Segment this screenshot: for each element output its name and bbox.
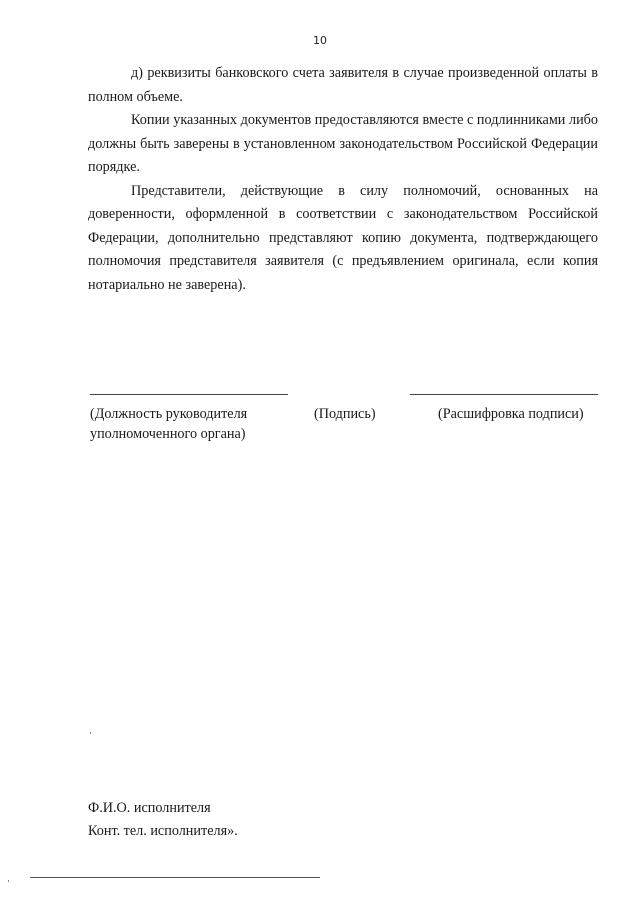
- position-signature-line: [90, 394, 288, 395]
- executor-phone-label: Конт. тел. исполнителя».: [88, 823, 238, 839]
- executor-name-label: Ф.И.О. исполнителя: [88, 800, 211, 816]
- document-body: [88, 62, 598, 297]
- executor-block: [88, 797, 238, 843]
- paragraph-document-copies: Копии указанных документов предоставляются вместе с подлинниками либо должны быть заверены в установленном законодательством Российской Федерации порядке.: [88, 112, 598, 175]
- signature-caption: (Подпись): [314, 406, 376, 422]
- scan-speck: [90, 732, 91, 734]
- paragraph-bank-details: д) реквизиты банковского счета заявителя в случае произведенной оплаты в полном объеме.: [88, 65, 598, 105]
- scan-speck: [8, 880, 9, 882]
- transcript-caption: (Расшифровка подписи): [438, 406, 584, 422]
- position-caption: (Должность руководителя уполномоченного органа): [90, 406, 248, 442]
- page-number: 10: [313, 34, 327, 47]
- signature-lines: [88, 394, 598, 396]
- paragraph-representatives: Представители, действующие в силу полномочий, основанных на доверенности, оформленной в соответствии с законодательством Российской Федерации, дополнительно представляют копию документа, подтверждающего полномочия представителя заявителя (с предъявлением оригинала, если копия нотариально не заверена).: [88, 182, 598, 293]
- bottom-rule: [30, 877, 320, 878]
- transcript-signature-line: [410, 394, 598, 395]
